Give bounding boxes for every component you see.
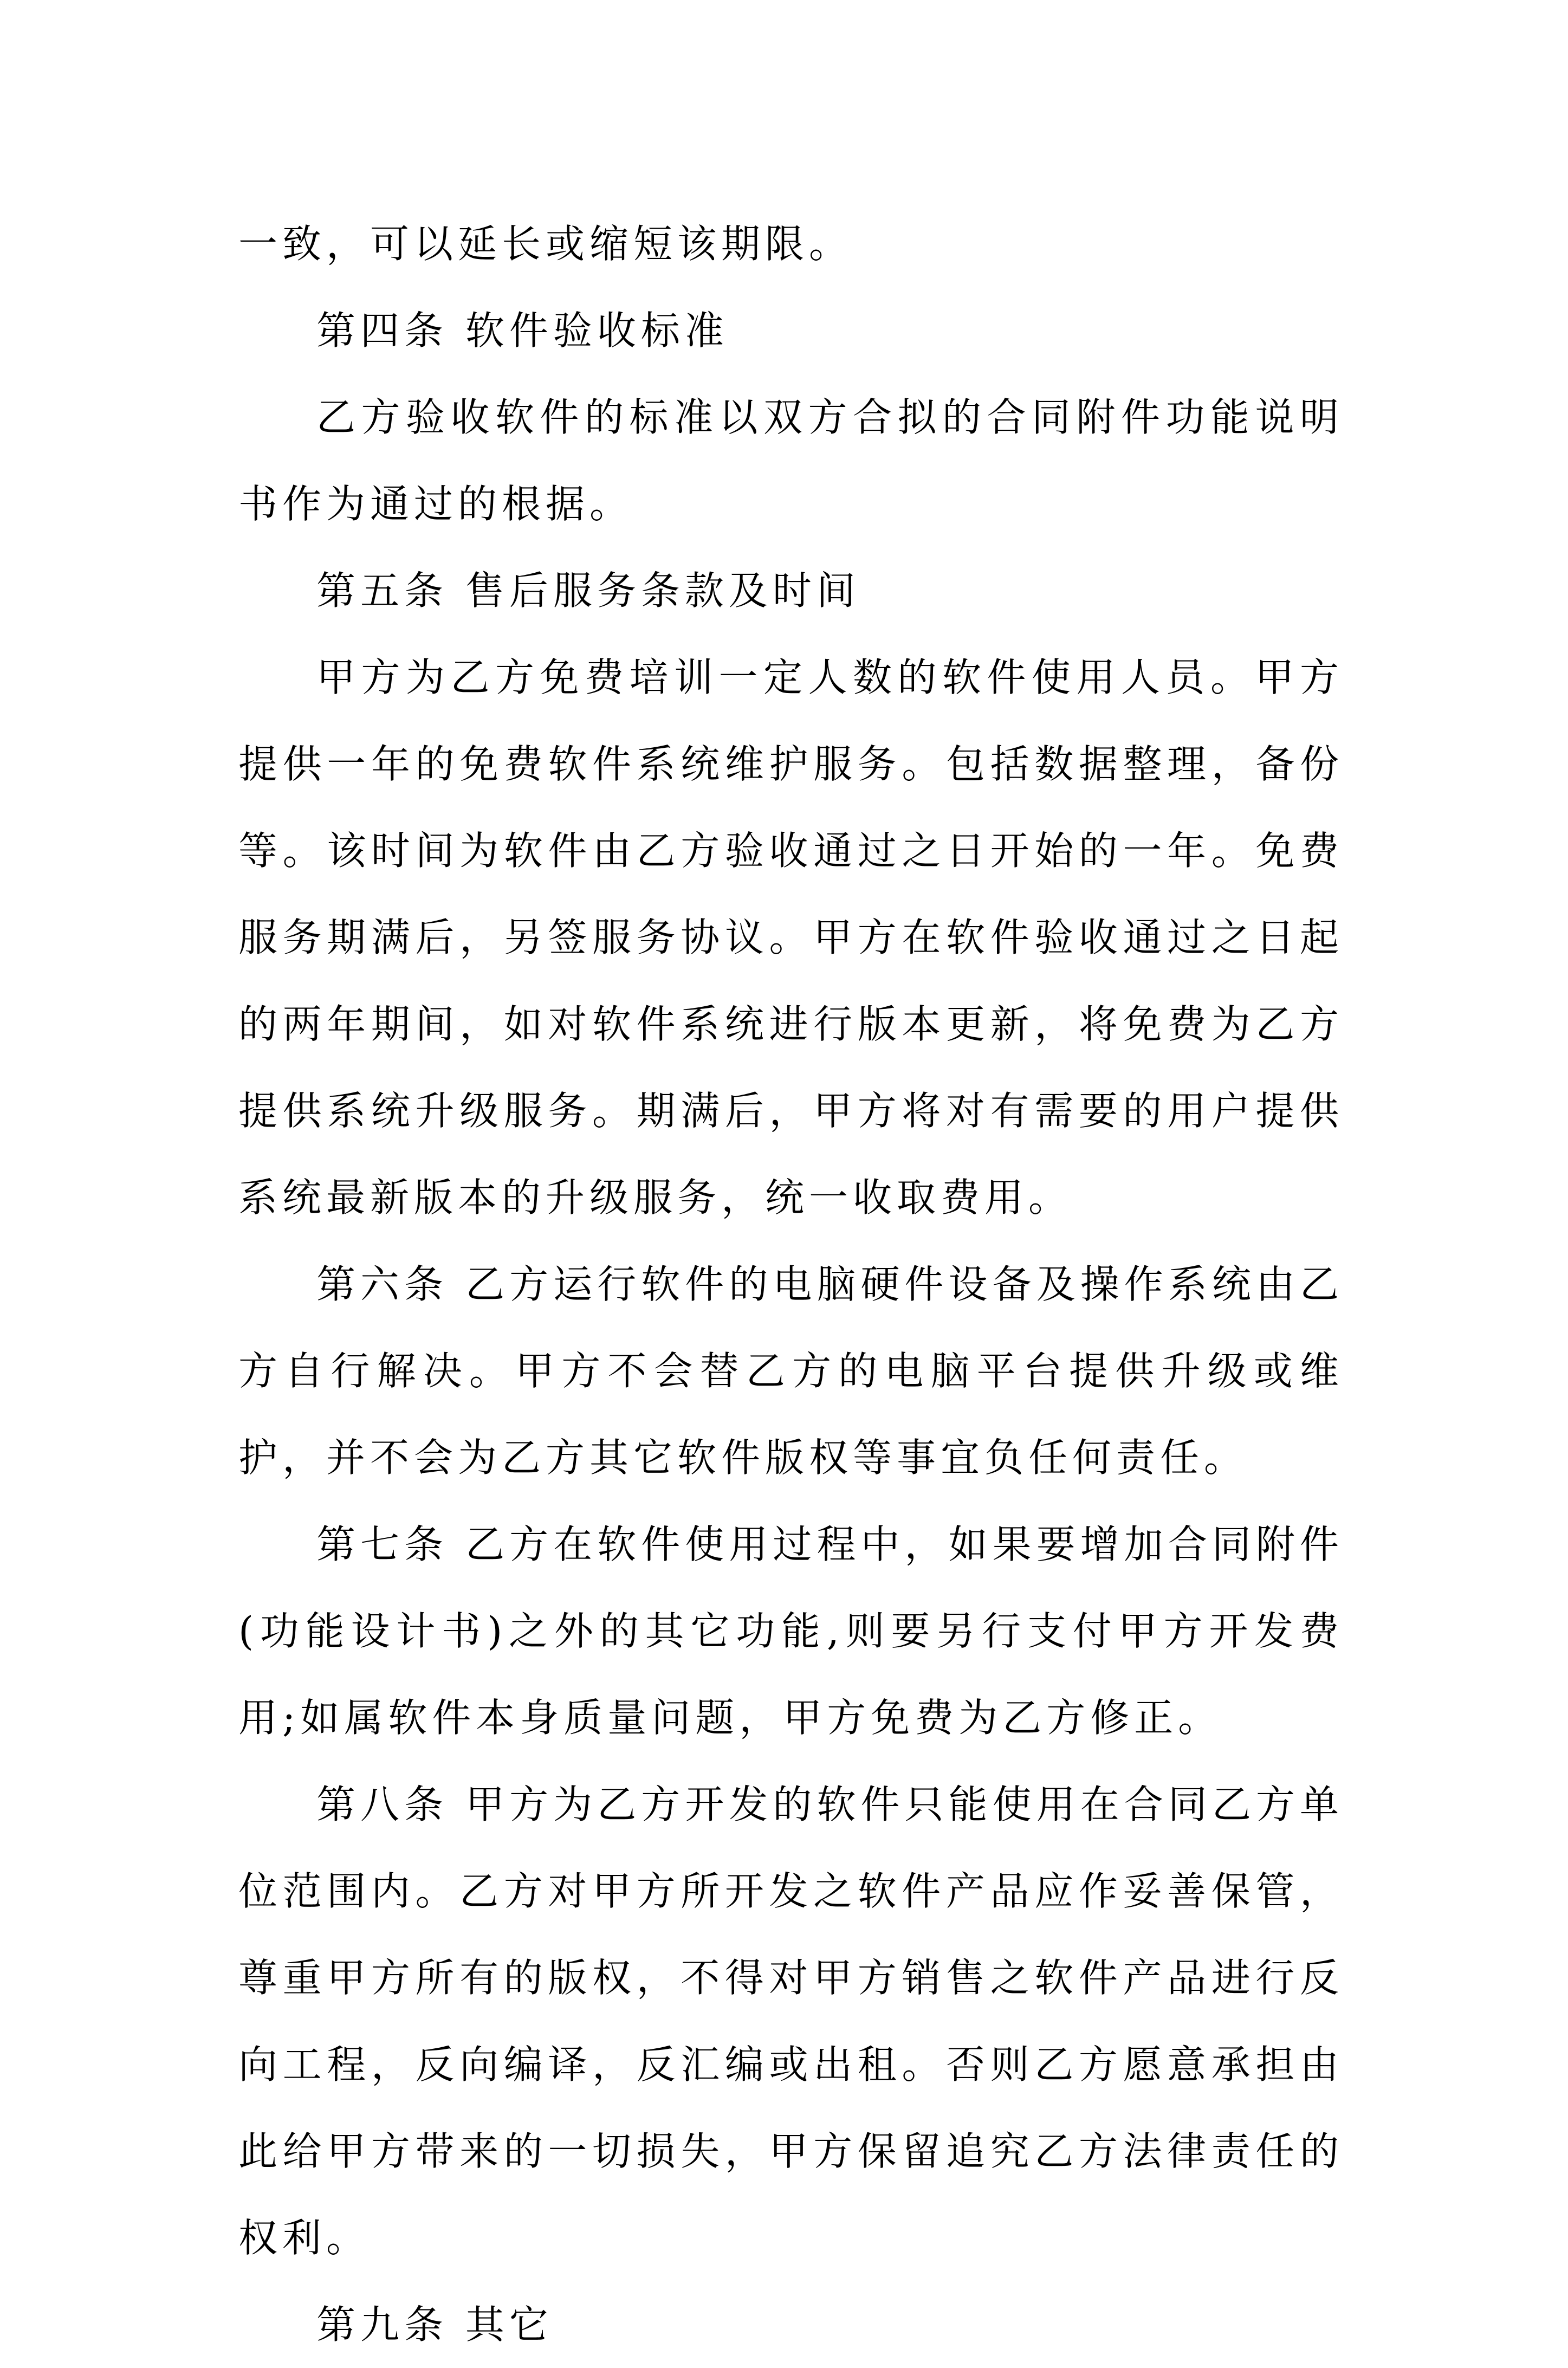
article-4-body: 乙方验收软件的标准以双方合拟的合同附件功能说明书作为通过的根据。 [238, 394, 1344, 527]
article-4-heading: 第四条 软件验收标准 [316, 308, 729, 353]
article-7-paragraph: 第七条 乙方在软件使用过程中，如果要增加合同附件(功能设计书)之外的其它功能,则要另行支付甲方开发费用;如属软件本身质量问题，甲方免费为乙方修正。 [238, 1522, 1344, 1741]
article-8-paragraph: 第八条 甲方为乙方开发的软件只能使用在合同乙方单位范围内。乙方对甲方所开发之软件产品应作妥善保管，尊重甲方所有的版权，不得对甲方销售之软件产品进行反向工程，反向编译，反汇编或出租。否则乙方愿意承担由此给甲方带来的一切损失，甲方保留追究乙方法律责任的权利。 [238, 1782, 1344, 2261]
document-body [238, 200, 1344, 2368]
article-9-heading: 第九条 其它 [316, 2302, 553, 2347]
article-5-heading: 第五条 售后服务条款及时间 [316, 568, 860, 613]
article-6-paragraph: 第六条 乙方运行软件的电脑硬件设备及操作系统由乙方自行解决。甲方不会替乙方的电脑平台提供升级或维护，并不会为乙方其它软件版权等事宜负任何责任。 [238, 1261, 1344, 1480]
article-5-body: 甲方为乙方免费培训一定人数的软件使用人员。甲方提供一年的免费软件系统维护服务。包括数据整理，备份等。该时间为软件由乙方验收通过之日开始的一年。免费服务期满后，另签服务协议。甲方在软件验收通过之日起的两年期间，如对软件系统进行版本更新，将免费为乙方提供系统升级服务。期满后，甲方将对有需要的用户提供系统最新版本的升级服务，统一收取费用。 [238, 655, 1344, 1220]
paragraph-continuation: 一致，可以延长或缩短该期限。 [238, 221, 853, 267]
